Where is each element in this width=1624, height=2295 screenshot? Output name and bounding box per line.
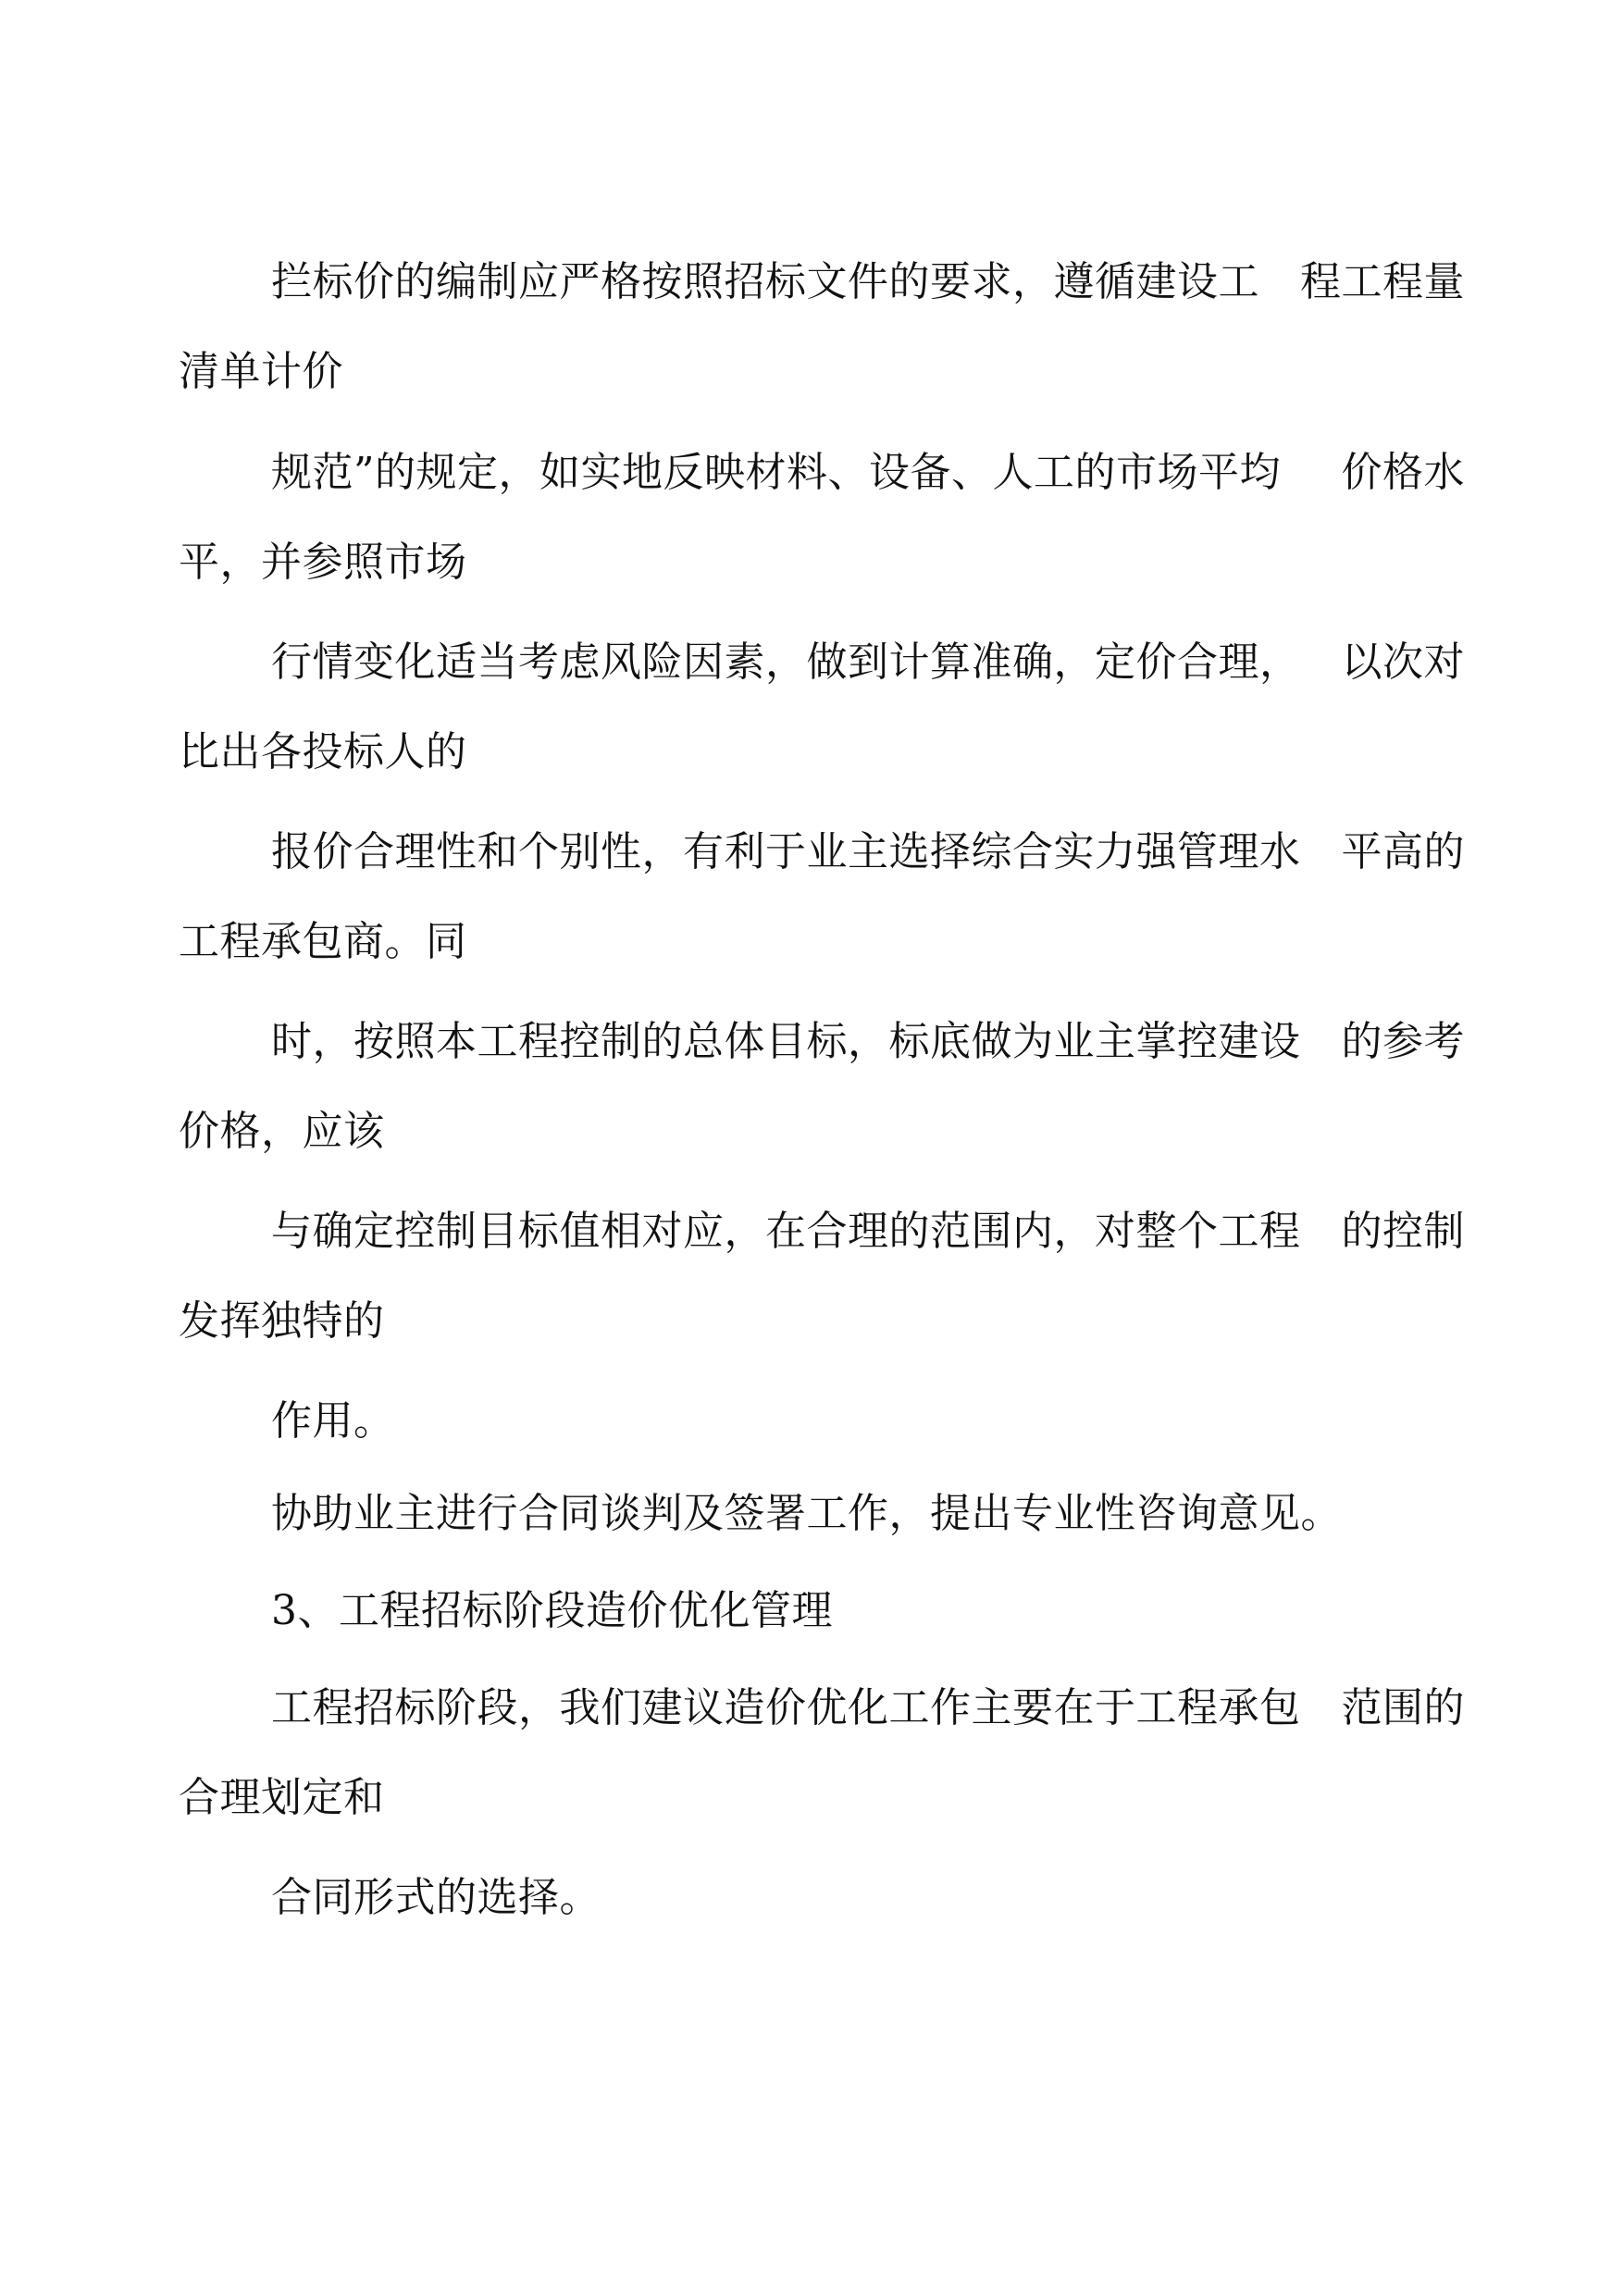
- text-segment: 报价合理性和个别性，有利于业主选择综合实力强管理水: [271, 828, 1301, 875]
- paragraph-line: 发挥独特的: [179, 1297, 385, 1345]
- text-segment: 程工程量: [1300, 258, 1465, 305]
- paragraph-line: 作用。: [271, 1397, 395, 1445]
- paragraph-line: 平，并参照市场: [179, 539, 467, 586]
- paragraph-line: 合同形式的选择。: [271, 1874, 601, 1921]
- text-segment: 拦标价的编制应严格按照招标文件的要求，遵循建设工: [271, 258, 1259, 305]
- paragraph-line: 价格，应该: [179, 1108, 385, 1155]
- paragraph-line: 工程承包商。同: [179, 918, 467, 965]
- paragraph-line: [271, 1682, 1465, 1734]
- paragraph-line: [271, 256, 1465, 308]
- text-segment: 与确定控制目标值相对应，在合理的范围内，对整个工程: [271, 1208, 1301, 1255]
- text-segment: 行情变化适当考虑风险因素，做到计算准确，定价合理，: [271, 639, 1301, 686]
- paragraph-line: 协助业主进行合同谈判及签署工作，提出专业性咨询意见。: [271, 1490, 1342, 1537]
- text-segment: 的控制: [1341, 1208, 1465, 1255]
- text-segment: 的参考: [1341, 1018, 1465, 1065]
- paragraph-line: 合理划定和: [179, 1774, 385, 1821]
- section-heading: 3、工程招标阶段造价优化管理: [271, 1587, 833, 1634]
- text-segment: 平高的: [1341, 828, 1465, 875]
- paragraph-line: [271, 637, 1465, 688]
- paragraph-line: [271, 447, 1465, 499]
- text-segment: 工程招标阶段，我们建议造价优化工作主要在于工程承包: [271, 1684, 1301, 1731]
- paragraph-line: [271, 826, 1465, 878]
- paragraph-line: [271, 1016, 1465, 1068]
- paragraph-line: [271, 1206, 1465, 1258]
- text-segment: 以次对: [1341, 639, 1465, 686]
- paragraph-line: 比出各投标人的: [179, 728, 467, 775]
- text-segment: 价格水: [1341, 449, 1465, 496]
- text-segment: 时，按照本工程控制的总体目标，标底做为业主掌控建设: [271, 1018, 1301, 1065]
- text-segment: 规范”的规定，如实地反映材料、设备、人工的市场平均: [271, 449, 1281, 496]
- text-segment: 范围的: [1341, 1684, 1465, 1731]
- paragraph-line: 清单计价: [179, 348, 343, 395]
